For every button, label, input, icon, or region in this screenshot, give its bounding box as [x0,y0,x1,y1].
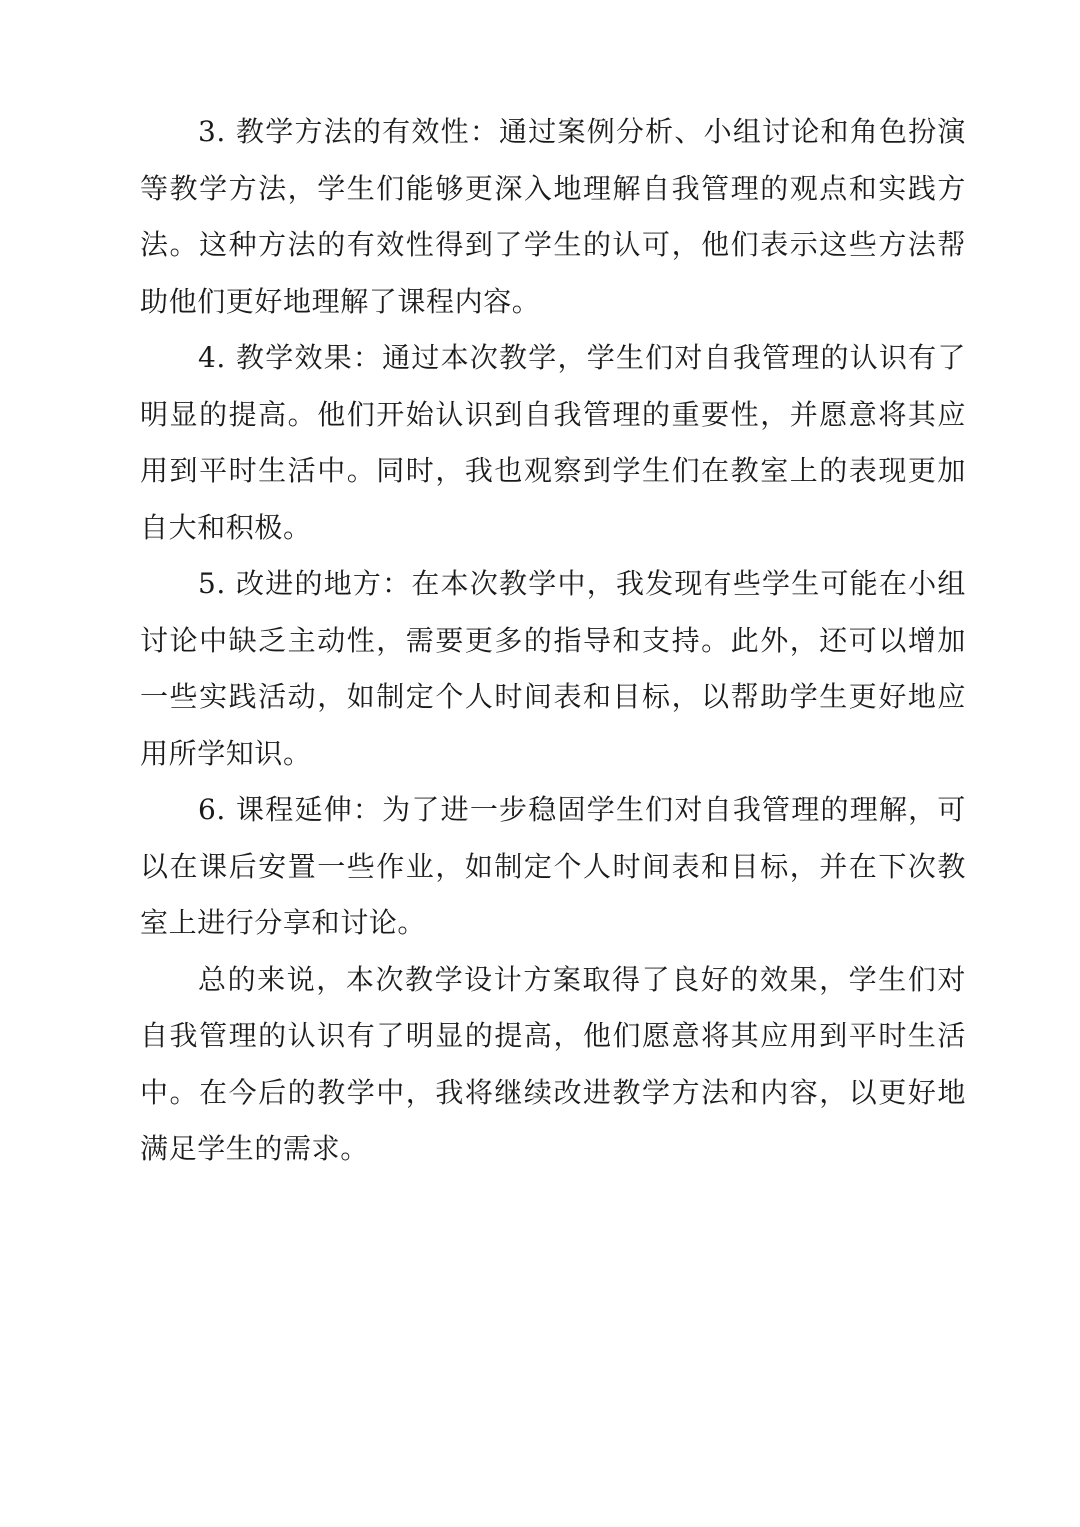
paragraph-teaching-results: 4. 教学效果：通过本次教学，学生们对自我管理的认识有了明显的提高。他们开始认识到自我管理的重要性，并愿意将其应用到平时生活中。同时，我也观察到学生们在教室上的表现更加自大和积极。 [140,341,966,544]
paragraph-summary: 总的来说，本次教学设计方案取得了良好的效果，学生们对自我管理的认识有了明显的提高，他们愿意将其应用到平时生活中。在今后的教学中，我将继续改进教学方法和内容，以更好地满足学生的需求。 [140,962,966,1165]
paragraph-course-extension: 6. 课程延伸：为了进一步稳固学生们对自我管理的理解，可以在课后安置一些作业，如制定个人时间表和目标，并在下次教室上进行分享和讨论。 [140,793,966,939]
paragraph-improvements: 5. 改进的地方：在本次教学中，我发现有些学生可能在小组讨论中缺乏主动性，需要更多的指导和支持。此外，还可以增加一些实践活动，如制定个人时间表和目标，以帮助学生更好地应用所学知识。 [140,567,966,770]
paragraph-teaching-methods: 3. 教学方法的有效性：通过案例分析、小组讨论和角色扮演等教学方法，学生们能够更深入地理解自我管理的观点和实践方法。这种方法的有效性得到了学生的认可，他们表示这些方法帮助他们更好地理解了课程内容。 [140,115,966,318]
document-body [140,104,966,1178]
